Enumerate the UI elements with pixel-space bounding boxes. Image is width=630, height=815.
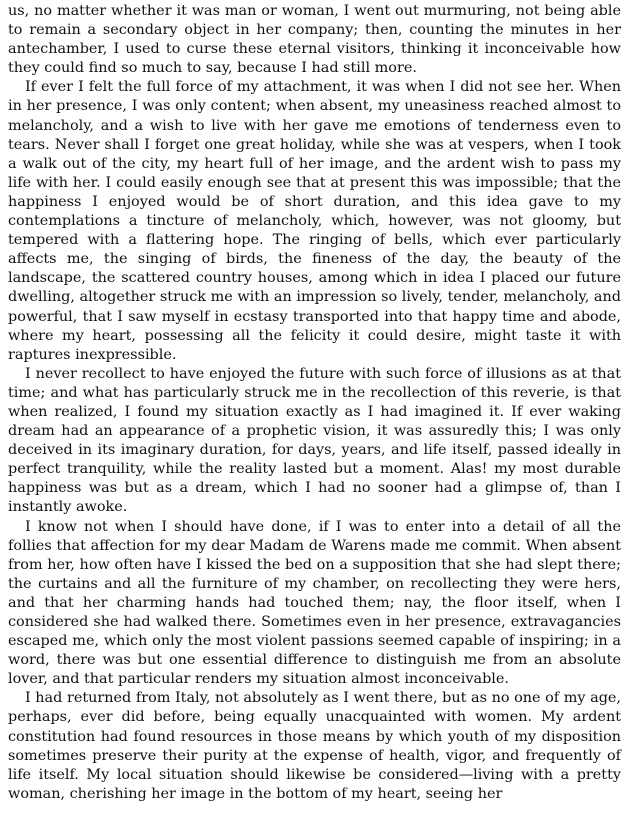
paragraph-illusions: I never recollect to have enjoyed the future with such force of illusions as at that time; and what has particularly struck me in the recollection of this reverie, is that when realized, I found my situation exactly as I had imagined it. If ever waking dream had an appearance of a prophetic vision, it was assuredly this; I was only deceived in its imaginary duration, for days, years, and life itself, passed ideally in perfect tranquility, while the reality lasted but a moment. Alas! my most durable happiness was but as a dream, which I had no sooner had a glimpse of, than I instantly awoke. [8,365,621,516]
paragraph-full-force: If ever I felt the full force of my attachment, it was when I did not see her. When in her presence, I was only content; when absent, my uneasiness reached almost to melancholy, and a wish to live with her gave me emotions of tenderness even to tears. Never shall I forget one great holiday, while she was at vespers, when I took a walk out of the city, my heart full of her image, and the ardent wish to pass my life with her. I could easily enough see that at present this was impossible; that the happiness I enjoyed would be of short duration, and this idea gave to my contemplations a tincture of melancholy, which, however, was not gloomy, but tempered with a flattering hope. The ringing of bells, which ever particularly affects me, the singing of birds, the fineness of the day, the beauty of the landscape, the scattered country houses, among which in idea I placed our future dwelling, altogether struck me with an impression so lively, tender, melancholy, and powerful, that I saw myself in ecstasy transported into that happy time and abode, where my heart, possessing all the felicity it could desire, might taste it with raptures inexpressible. [8,79,621,363]
paragraph-continued: us, no matter whether it was man or woman, I went out murmuring, not being able to remain a secondary object in her company; then, counting the minutes in her antechamber, I used to curse these eternal visitors, thinking it inconceivable how they could find so much to say, because I had still more. [8,3,621,77]
paragraph-follies: I know not when I should have done, if I was to enter into a detail of all the follies that affection for my dear Madam de Warens made me commit. When absent from her, how often have I kissed the bed on a supposition that she had slept there; the curtains and all the furniture of my chamber, on recollecting they were hers, and that her charming hands had touched them; nay, the floor itself, when I considered she had walked there. Sometimes even in her presence, extravagancies escaped me, which only the most violent passions seemed capable of inspiring; in a word, there was but one essential difference to distinguish me from an absolute lover, and that particular renders my situation almost inconceivable. [8,518,621,688]
paragraph-returned-from-italy: I had returned from Italy, not absolutely as I went there, but as no one of my age, perhaps, ever did before, being equally unacquainted with women. My ardent constitution had found resources in those means by which youth of my disposition sometimes preserve their purity at the expense of health, vigor, and frequently of life itself. My local situation should likewise be considered—living with a pretty woman, cherishing her image in the bottom of my heart, seeing her [8,690,621,802]
